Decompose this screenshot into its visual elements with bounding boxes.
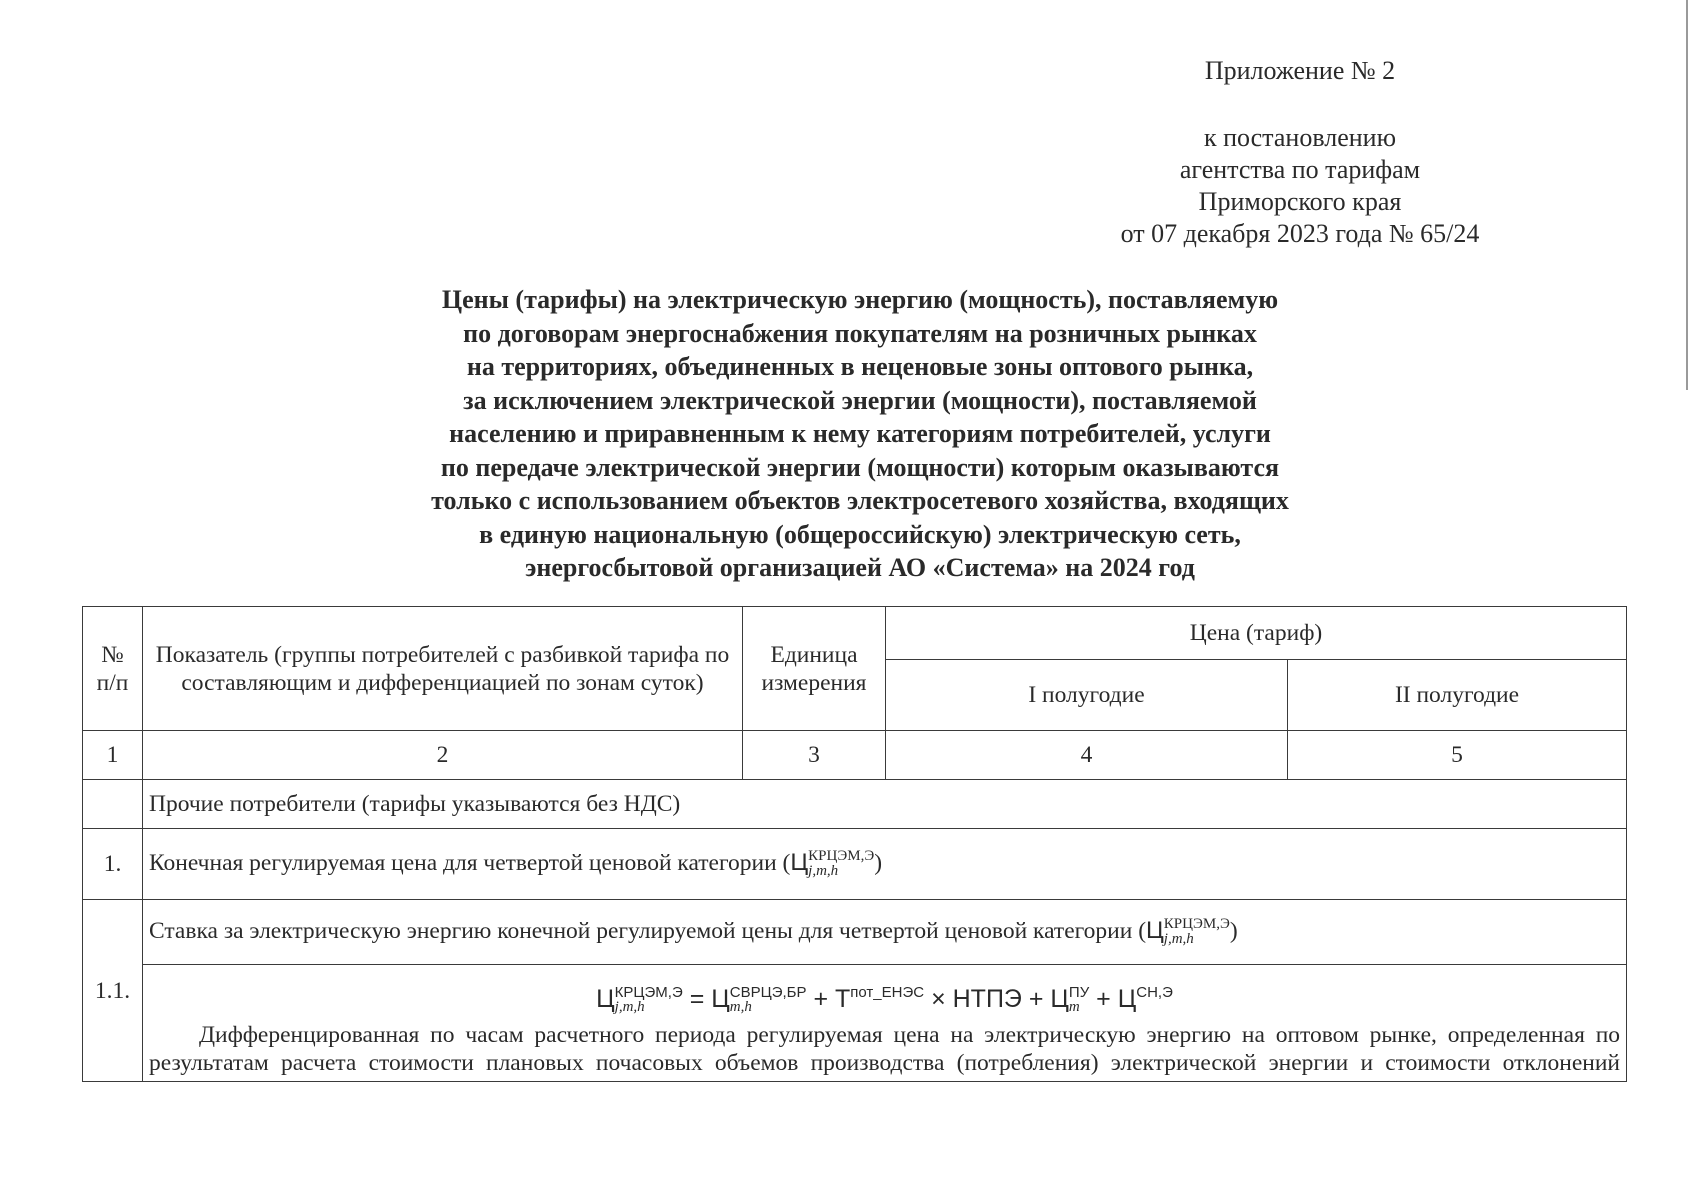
row-indicator [143,900,1627,965]
header-price: Цена (тариф) [886,607,1627,660]
formula-operator: + [1096,985,1111,1013]
row-number: 1.1. [83,900,143,1082]
formula-term: НТПЭ [952,985,1022,1013]
index-cell: 1 [83,731,143,780]
term-superscript: КРЦЭМ,Э [614,984,683,1002]
term-superscript: пот_ЕНЭС [850,984,925,1001]
term-indices [1069,985,1089,1015]
group-num-cell [83,780,143,829]
approval-line: к постановлению [1203,123,1397,152]
column-index-row [83,731,1627,780]
formula-term: Ц [596,985,615,1013]
row-text-close: ) [1229,917,1238,944]
row-text: Конечная регулируемая цена для четвертой ценовой категории ( [149,849,791,876]
symbol-superscript: КРЦЭМ,Э [1163,916,1230,933]
term-superscript: СВРЦЭ,БР [729,984,807,1002]
price-formula [149,973,1620,1019]
term-indices [730,985,807,1015]
term-subscript: j,m,h [614,999,645,1016]
term-superscript: СН,Э [1136,984,1173,1001]
table-header-row [83,607,1627,660]
header-num: № п/п [83,607,143,731]
symbol-subscript: j,m,h [1163,931,1194,948]
symbol-indices [808,849,874,879]
symbol-indices [1164,917,1230,947]
symbol-subscript: j,m,h [808,863,839,880]
term-subscript: m,h [729,999,752,1016]
approval-reference [1120,122,1480,250]
table-row [83,900,1627,965]
index-cell: 2 [143,731,743,780]
formula-term: Т [835,985,851,1013]
formula-operator: × [931,985,946,1013]
header-half-2: II полугодие [1288,660,1627,731]
tariff-table [82,606,1627,1082]
term-subscript: m [1068,999,1080,1016]
term-indices [615,985,683,1015]
document-title: Цены (тарифы) на электрическую энергию (мощность), поставляемую по договорам энергоснабжения покупателям на розничных рынках на территориях, объединенных в неценовые зоны оптового рынка, за исключением электрической энергии (мощности), поставляемой населению и приравненным к нему категориям потребителей, услуги по передаче электрической энергии (мощности) которым оказываются только с использованием объектов электросетевого хозяйства, входящих в единую национальную (общероссийскую) электрическую сеть, энергосбытовой организацией АО «Система» на 2024 год [431,285,1289,582]
term-superscript: ПУ [1068,984,1090,1002]
row-indicator [143,829,1627,900]
header-half-1: I полугодие [886,660,1288,731]
index-cell: 5 [1288,731,1627,780]
price-symbol: Ц [790,848,809,876]
formula-term: Ц [1050,985,1069,1013]
header-unit: Единица измерения [743,607,886,731]
scan-edge-line [1686,0,1688,390]
approval-line: Приморского края [1198,187,1402,216]
index-cell: 3 [743,731,886,780]
formula-description: Дифференцированная по часам расчетного периода регулируемая цена на электрическую энергию на оптовом рынке, определенная по результатам расчета стоимости плановых почасовых объемов производства (потребления) электрической энергии и стоимости отклонений [149,1022,1621,1076]
group-row [83,780,1627,829]
header-indicator: Показатель (группы потребителей с разбивкой тарифа по составляющим и дифференциацией по зонам суток) [143,607,743,731]
approval-line: от 07 декабря 2023 года № 65/24 [1120,219,1480,248]
row-number: 1. [83,829,143,900]
index-cell: 4 [886,731,1288,780]
price-symbol: Ц [1146,916,1164,944]
row-text: Ставка за электрическую энергию конечной регулируемой цены для четвертой ценовой категории ( [149,917,1147,944]
formula-term: Ц [711,985,730,1013]
formula-operator: = [689,985,705,1013]
symbol-superscript: КРЦЭМ,Э [808,848,875,865]
formula-row [83,965,1627,1082]
formula-operator: + [813,985,829,1013]
formula-cell [143,965,1627,1082]
row-text-close: ) [874,849,883,876]
formula-term: Ц [1117,985,1137,1013]
approval-line: агентства по тарифам [1179,155,1421,184]
appendix-label: Приложение № 2 [1204,56,1396,85]
group-label: Прочие потребители (тарифы указываются без НДС) [143,780,1627,829]
table-row [83,829,1627,900]
formula-operator: + [1028,985,1044,1013]
